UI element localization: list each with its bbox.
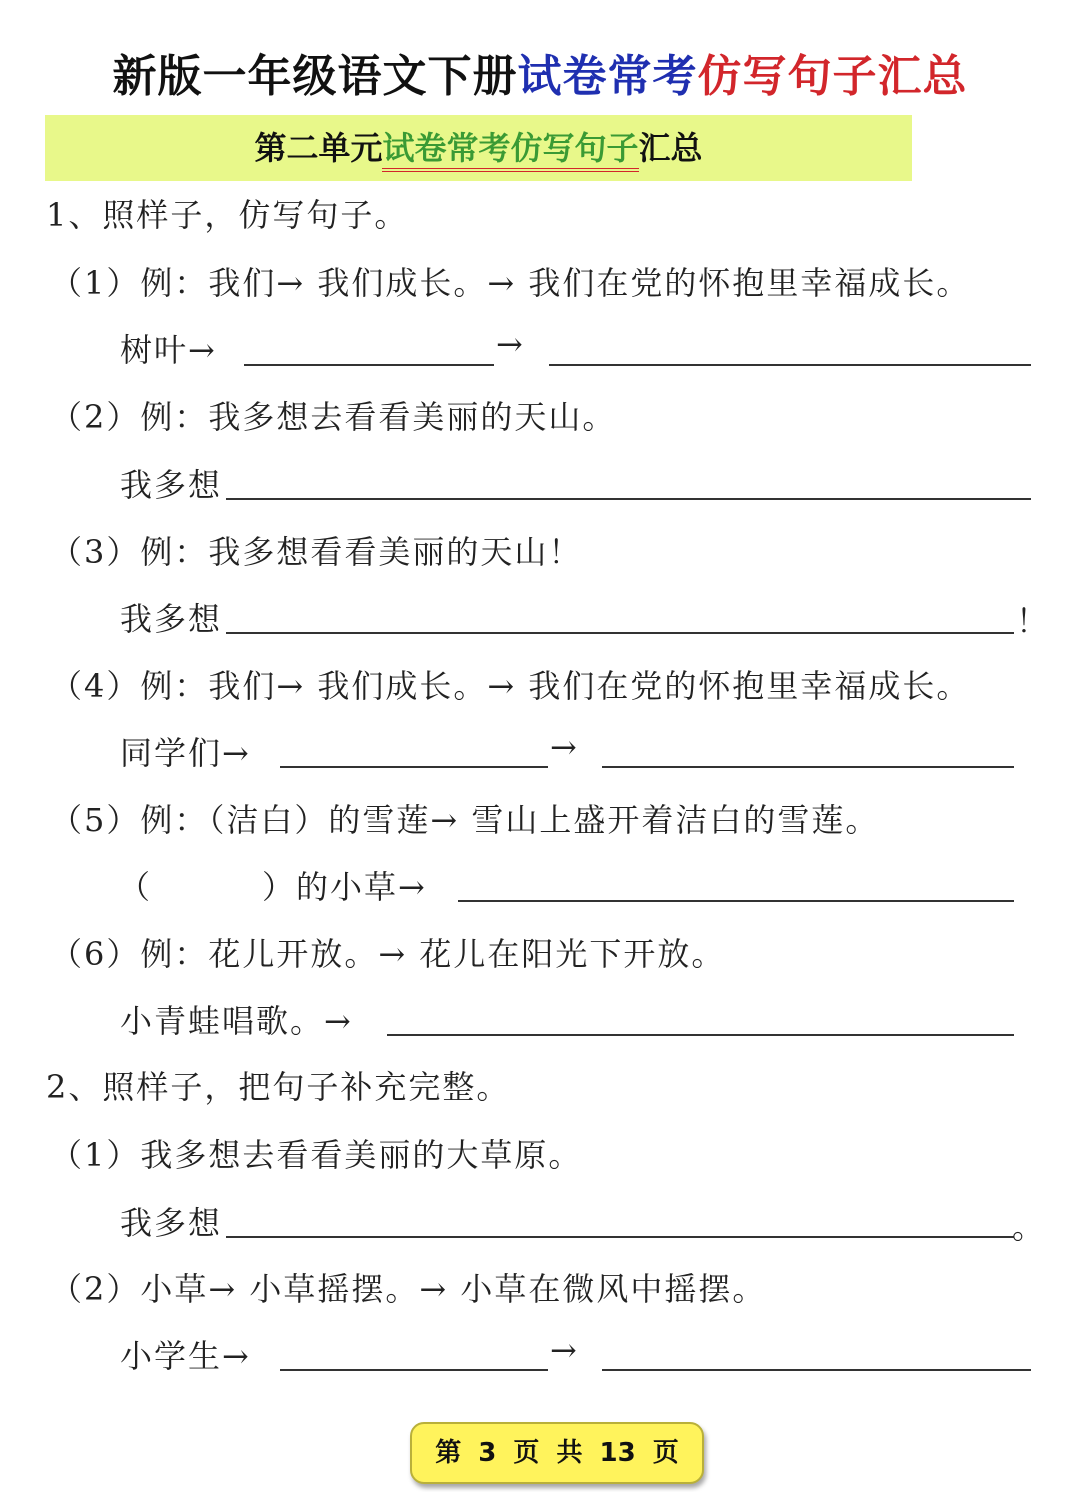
q2-item-1-prompt: 我多想	[120, 1204, 223, 1242]
q1-item-3-end: ！	[1016, 602, 1049, 640]
q1-item-5-paren-blank[interactable]	[160, 900, 265, 902]
question-1-heading: 1、照样子，仿写句子。	[46, 196, 409, 234]
q1-item-4-blank-2[interactable]	[602, 766, 1014, 768]
q1-item-1-blank-1[interactable]	[244, 364, 494, 366]
q1-item-1-blank-2[interactable]	[549, 364, 1031, 366]
q1-item-6-prompt: 小青蛙唱歌。→	[120, 1002, 353, 1040]
banner-post: 汇总	[638, 129, 703, 167]
q1-item-5-prompt: ）的小草→	[262, 868, 427, 906]
q1-item-4-prompt: 同学们→	[120, 734, 251, 772]
q1-item-6-blank[interactable]	[387, 1034, 1014, 1036]
q1-item-3-blank[interactable]	[226, 632, 1014, 634]
title-blue: 试卷常考	[517, 51, 698, 102]
q1-item-5-example: （5）例：（洁白）的雪莲→ 雪山上盛开着洁白的雪莲。	[50, 801, 880, 839]
q1-item-1-arrow: →	[496, 325, 523, 363]
q1-item-2-blank[interactable]	[226, 498, 1031, 500]
q1-item-6-example: （6）例：花儿开放。→ 花儿在阳光下开放。	[50, 935, 726, 973]
banner-green: 试卷常考仿写句子	[382, 129, 638, 172]
section-banner	[45, 115, 912, 181]
question-2-heading: 2、照样子，把句子补充完整。	[46, 1068, 511, 1106]
q1-item-2-example: （2）例：我多想去看看美丽的天山。	[50, 398, 617, 436]
q1-item-5-paren-open: （	[118, 868, 151, 906]
q1-item-2-prompt: 我多想	[120, 466, 223, 504]
q1-item-3-example: （3）例：我多想看看美丽的天山！	[50, 533, 583, 571]
page-number-badge: 第 3 页 共 13 页	[410, 1422, 704, 1484]
title-black: 新版一年级语文下册	[112, 51, 518, 102]
q1-item-1-prompt: 树叶→	[120, 331, 217, 369]
q2-item-2-prompt: 小学生→	[120, 1337, 251, 1375]
q2-item-2-arrow: →	[550, 1331, 577, 1369]
q1-item-4-example: （4）例：我们→ 我们成长。→ 我们在党的怀抱里幸福成长。	[50, 667, 971, 705]
q2-item-1-example: （1）我多想去看看美丽的大草原。	[50, 1136, 583, 1174]
page-title	[0, 40, 1080, 104]
q2-item-1-end: 。	[1012, 1208, 1045, 1246]
q1-item-3-prompt: 我多想	[120, 600, 223, 638]
q1-item-1-example: （1）例：我们→ 我们成长。→ 我们在党的怀抱里幸福成长。	[50, 264, 971, 302]
q1-item-5-blank[interactable]	[458, 900, 1014, 902]
q1-item-4-blank-1[interactable]	[280, 766, 548, 768]
title-red: 仿写句子汇总	[697, 51, 968, 102]
q2-item-2-blank-1[interactable]	[280, 1369, 548, 1371]
q2-item-2-blank-2[interactable]	[602, 1369, 1031, 1371]
q1-item-4-arrow: →	[550, 728, 577, 766]
q2-item-2-example: （2）小草→ 小草摇摆。→ 小草在微风中摇摆。	[50, 1270, 767, 1308]
banner-pre: 第二单元	[254, 129, 383, 167]
q2-item-1-blank[interactable]	[226, 1236, 1014, 1238]
